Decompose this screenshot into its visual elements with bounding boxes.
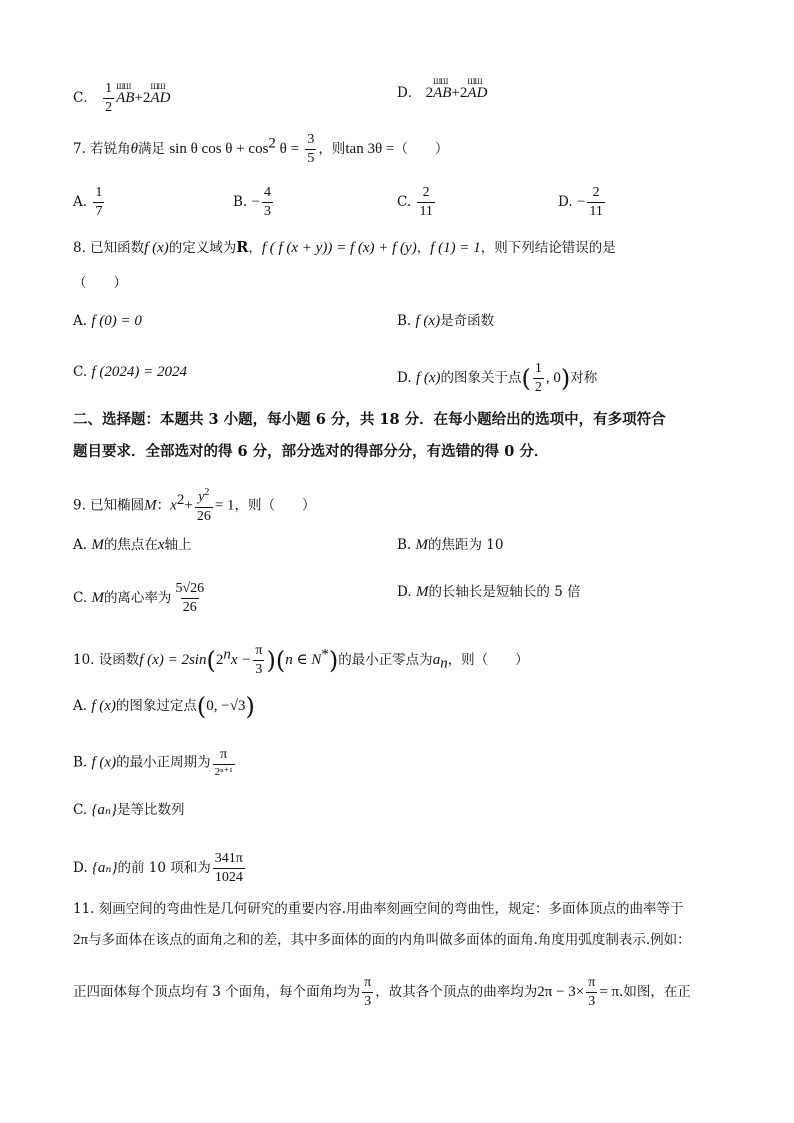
q8-paren: （ ） <box>73 275 127 291</box>
q9-option-d: D. M的长轴长是短轴长的 5 倍 <box>397 584 581 600</box>
q10-option-c: C. {aₙ}是等比数列 <box>73 802 185 818</box>
q9-option-a: A. M的焦点在x轴上 <box>73 537 192 553</box>
option-label: D． <box>397 85 422 101</box>
section-heading-line1: 二、选择题：本题共 3 小题，每小题 6 分，共 18 分．在每小题给出的选项中，有多项符合 <box>73 411 666 428</box>
q7-stem: 7. 若锐角θ满足 sin θ $\cos \theta + \cos^2 \theta$ = $\frac{3}{5}$ ，则tan 3θ =（ ） <box>73 132 449 166</box>
q11-line3: 正四面体每个顶点均有 3 个面角，每个面角均为 $\frac{\pi}{3}$ ，故其各个顶点的曲率均为2π − 3× $\frac{\pi}{3}$ = π.如图，在正 <box>73 975 691 1009</box>
q8-option-b: B. f (x)是奇函数 <box>397 313 495 329</box>
vector-ad: ШШ AD <box>467 77 488 101</box>
q11-line1: 11. 刻画空间的弯曲性是几何研究的重要内容.用曲率刻画空间的弯曲性，规定：多面体顶点的曲率等于 <box>73 901 684 917</box>
q8-stem: 8. 已知函数f (x)的定义域为R，f ( f (x + y)) = f (x) + f (y)，f (1) = 1，则下列结论错误的是 <box>73 239 616 256</box>
q10-option-d: D. {aₙ}的前 10 项和为 $\frac{341\pi}{1024}$ <box>73 851 243 885</box>
q6-option-c <box>73 82 170 115</box>
q8-option-d: D. f (x)的图象关于点( $\frac{1}{2}$ , 0)对称 <box>397 361 598 395</box>
q10-stem: 10. 设函数f $(x) = 2\sin(2^nx$ − $\frac{\pi}{3}$ )(n ∈ N*)的最小正零点为$a_n$，则（ ） <box>73 643 529 677</box>
option-label: C． <box>73 90 97 106</box>
q7-option-a: A. $\frac{1}{7}$ <box>73 185 103 219</box>
vector-ab: ШШ AB <box>433 77 452 101</box>
q8-option-a: A. f (0) = 0 <box>73 313 142 329</box>
coefficient: 2 <box>425 85 434 101</box>
q6-option-d <box>397 77 488 103</box>
q10-option-a: A. f (x)的图象过定点(0, −√3) <box>73 692 255 721</box>
q10-option-b: B. f (x)的最小正周期为 $\frac{\pi}{\text{2ⁿ⁺¹}}$ <box>73 747 233 778</box>
q8-option-c: C. f (2024) = 2024 <box>73 364 187 380</box>
vector-ab: ШШ AB <box>116 82 135 106</box>
q11-line2: 2π与多面体在该点的面角之和的差，其中多面体的面的内角叫做多面体的面角.角度用弧度制表示.例如： <box>73 932 691 948</box>
section-heading-line2: 题目要求．全部选对的得 6 分，部分选对的得部分分，有选错的得 0 分． <box>73 443 549 460</box>
q7-option-b: B. − $\frac{4}{3}$ <box>233 185 271 219</box>
plus-two: +2 <box>451 85 468 101</box>
q9-stem: 9. 已知椭圆M：$x^2+$ $\frac{y^2}{26}$ = 1，则（ ） <box>73 487 316 524</box>
q7-option-d: D. − $\frac{2}{11}$ <box>558 185 603 219</box>
plus-two: +2 <box>134 90 151 106</box>
vector-ad: ШШ AD <box>150 82 171 106</box>
fraction: $\frac{3}{5}$ <box>307 132 315 166</box>
fraction: $\frac{1}{2}$ <box>105 81 113 115</box>
q9-option-b: B. M的焦距为 10 <box>397 537 504 553</box>
q7-option-c: C. $\frac{2}{11}$ <box>397 185 433 219</box>
q9-option-c: C. M的离心率为 $\frac{5√26}{26}$ <box>73 581 205 615</box>
